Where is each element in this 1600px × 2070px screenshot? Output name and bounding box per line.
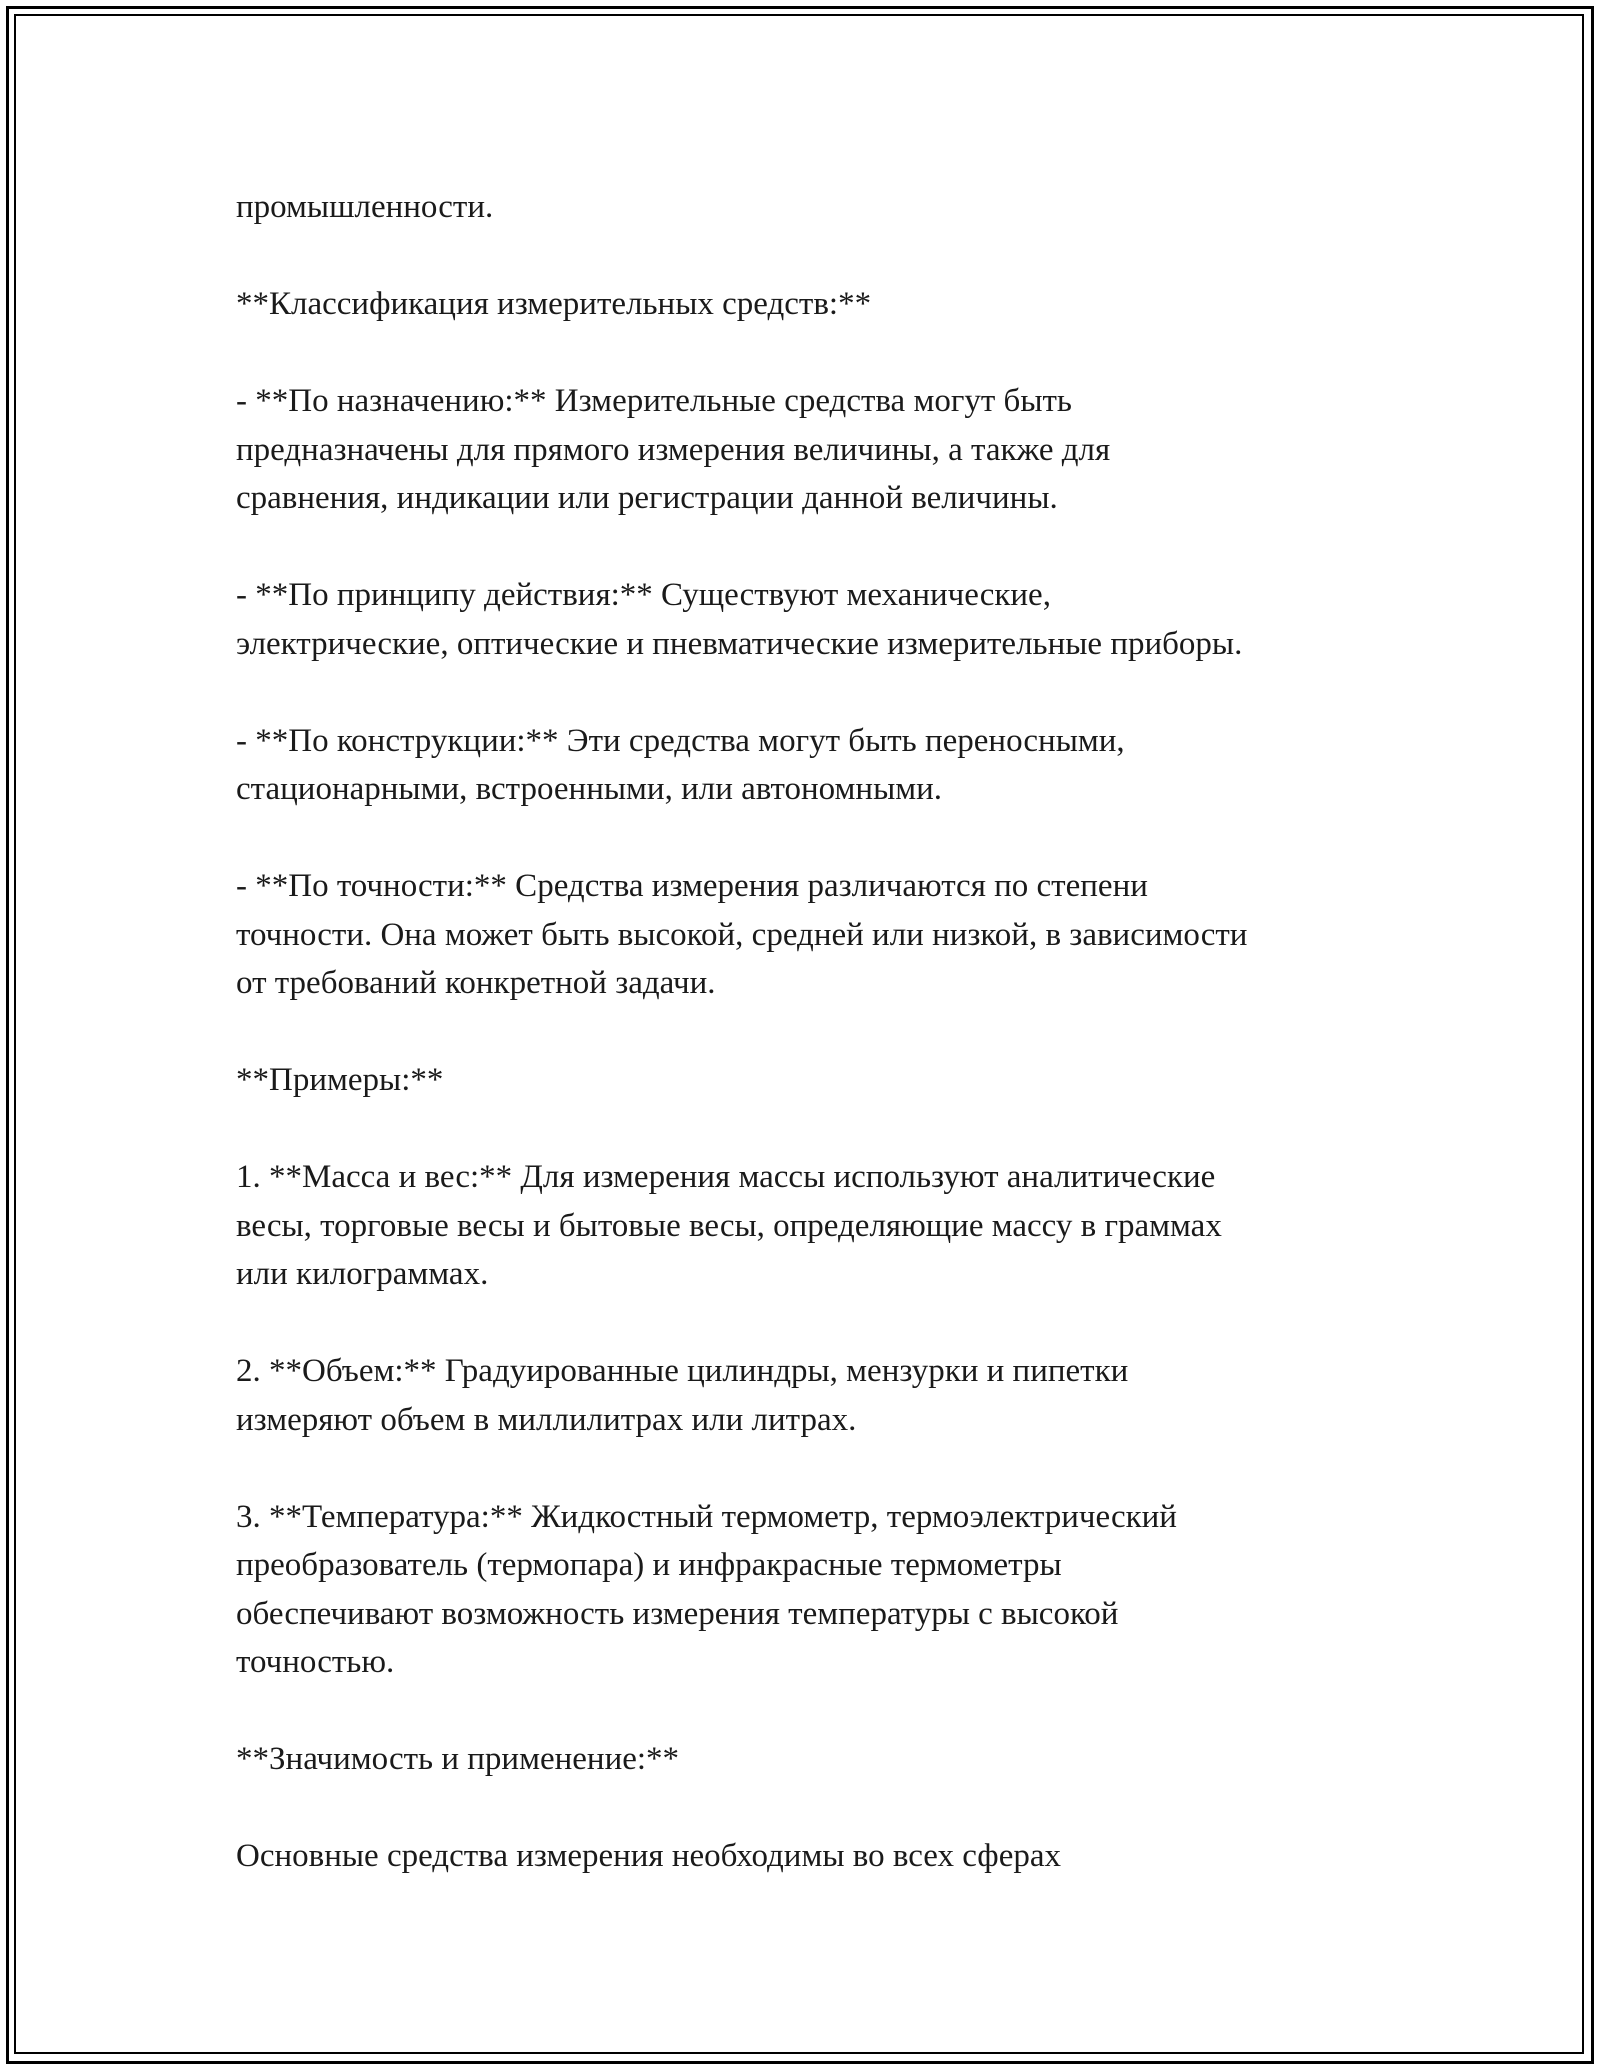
list-item-by-purpose: - **По назначению:** Измерительные средства могут быть предназначены для прямого измерения величины, а также для сравнения, индикации или регистрации данной величины. xyxy=(236,383,1111,516)
list-item-by-accuracy: - **По точности:** Средства измерения различаются по степени точности. Она может быть высокой, средней или низкой, в зависимости от требований конкретной задачи. xyxy=(236,868,1248,1001)
example-temperature: 3. **Температура:** Жидкостный термометр, термоэлектрический преобразователь (термопара) и инфракрасные термометры обеспечивают возможность измерения температуры с высокой точностью. xyxy=(236,1498,1177,1680)
example-volume: 2. **Объем:** Градуированные цилиндры, мензурки и пипетки измеряют объем в миллилитрах или литрах. xyxy=(236,1353,1129,1438)
heading-examples: **Примеры:** xyxy=(236,1062,444,1098)
document-body xyxy=(236,183,1396,1929)
list-item-by-construction: - **По конструкции:** Эти средства могут быть переносными, стационарными, встроенными, или автономными. xyxy=(236,722,1125,807)
heading-classification: **Классификация измерительных средств:** xyxy=(236,286,872,322)
paragraph-continuation: промышленности. xyxy=(236,189,494,225)
heading-significance: **Значимость и применение:** xyxy=(236,1741,680,1777)
list-item-by-principle: - **По принципу действия:** Существуют механические, электрические, оптические и пневматические измерительные приборы. xyxy=(236,577,1243,662)
paragraph-significance: Основные средства измерения необходимы во всех сферах xyxy=(236,1838,1061,1874)
example-mass-weight: 1. **Масса и вес:** Для измерения массы используют аналитические весы, торговые весы и бытовые весы, определяющие массу в граммах или килограммах. xyxy=(236,1159,1222,1292)
